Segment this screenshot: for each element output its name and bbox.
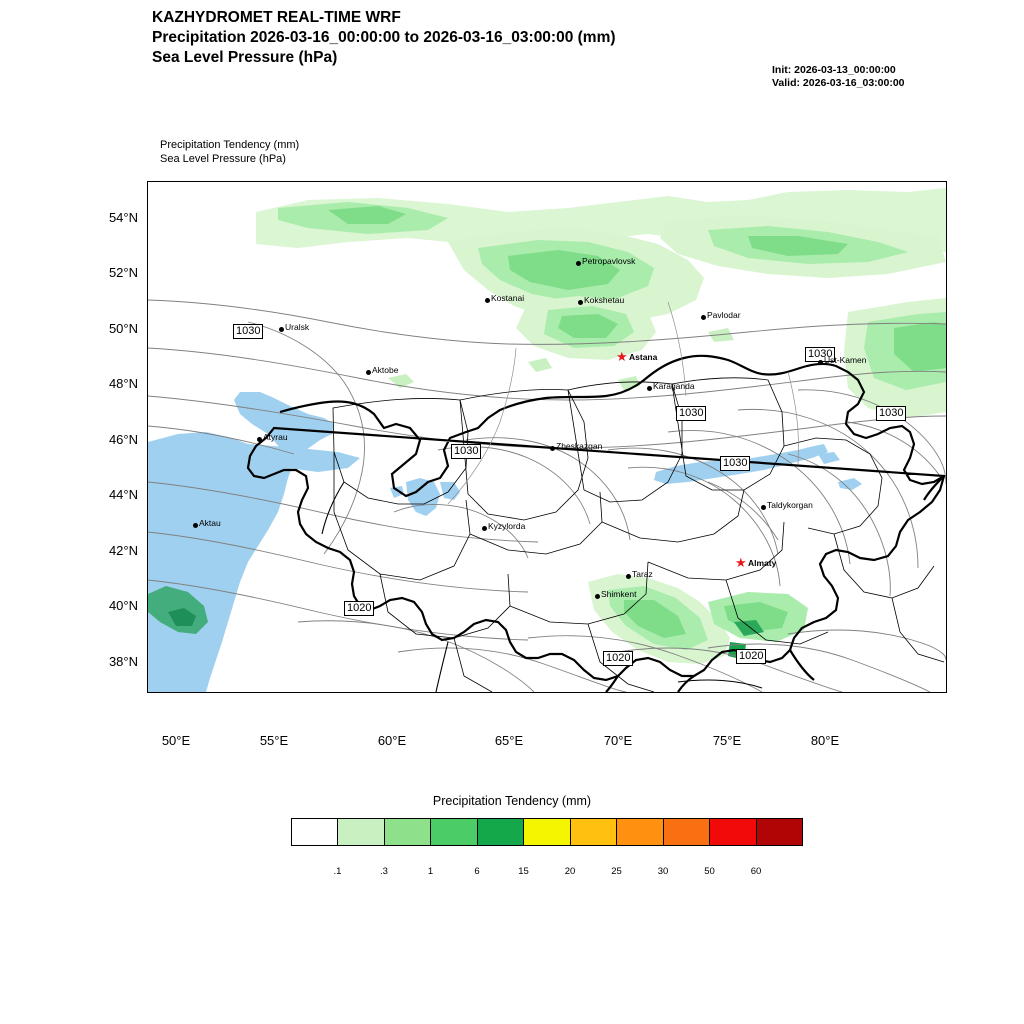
city-label-shimkent: Shimkent — [601, 589, 637, 599]
precip-speckle-3 — [618, 376, 640, 390]
city-dot-atyrau — [257, 437, 262, 442]
colorbar-tick-0: .1 — [333, 866, 342, 877]
city-dot-kyzylorda — [482, 526, 487, 531]
isobar-label: 1030 — [805, 347, 835, 362]
colorbar-swatch-10 — [757, 819, 802, 845]
aral-sea-west — [406, 478, 440, 516]
colorbar-swatch-0 — [292, 819, 338, 845]
map-panel — [147, 181, 947, 693]
isobar-label: 1030 — [233, 324, 263, 339]
isobar-label: 1020 — [603, 651, 633, 666]
city-label-atyrau: Atyrau — [263, 432, 288, 442]
city-label-taraz: Taraz — [632, 569, 653, 579]
subtitle-precip: Precipitation 2026-03-16_00:00:00 to 2026-03-16_03:00:00 (mm) — [152, 29, 616, 46]
colorbar-tick-7: 30 — [657, 866, 669, 877]
isobar-label: 1030 — [876, 406, 906, 421]
y-tick-38N: 38°N — [108, 654, 138, 669]
isobar-label: 1020 — [736, 649, 766, 664]
city-dot-kokshetau — [578, 300, 583, 305]
isobar-label: 1030 — [720, 456, 750, 471]
city-dot-pavlodar — [701, 315, 706, 320]
colorbar-tick-9: 60 — [750, 866, 762, 877]
subtitle-slp: Sea Level Pressure (hPa) — [152, 49, 338, 66]
colorbar-swatch-1 — [338, 819, 384, 845]
capital-star-almaty: ★ — [735, 555, 747, 570]
colorbar-title: Precipitation Tendency (mm) — [432, 794, 592, 808]
caspian-sea — [148, 392, 334, 692]
y-tick-42N: 42°N — [108, 543, 138, 558]
y-tick-40N: 40°N — [108, 598, 138, 613]
isobar-label: 1030 — [451, 444, 481, 459]
lake-alakol — [838, 478, 862, 490]
city-label-uralsk: Uralsk — [285, 322, 310, 332]
city-dot-aktobe — [366, 370, 371, 375]
city-dot-kostanai — [485, 298, 490, 303]
sublabel-slp: Sea Level Pressure (hPa) — [160, 153, 286, 165]
y-tick-52N: 52°N — [108, 265, 138, 280]
y-tick-48N: 48°N — [108, 376, 138, 391]
colorbar-swatch-9 — [710, 819, 756, 845]
city-label-taldykorgan: Taldykorgan — [767, 500, 813, 510]
isobar-label: 1020 — [344, 601, 374, 616]
city-label-ust-kamen: Ust-Kamen — [824, 355, 867, 365]
colorbar-swatch-8 — [664, 819, 710, 845]
city-label-aktobe: Aktobe — [372, 365, 399, 375]
city-dot-karaganda — [647, 386, 652, 391]
page-title: KAZHYDROMET REAL-TIME WRF — [152, 9, 401, 26]
plot-sublabels — [160, 138, 299, 166]
city-dot-uralsk — [279, 327, 284, 332]
x-tick-80E: 80°E — [810, 733, 840, 748]
colorbar-swatch-3 — [431, 819, 477, 845]
colorbar-tick-6: 25 — [611, 866, 622, 877]
colorbar-swatch-4 — [478, 819, 524, 845]
isobar-label: 1030 — [676, 406, 706, 421]
colorbar-tick-2: 1 — [427, 866, 434, 877]
city-label-kokshetau: Kokshetau — [584, 295, 625, 305]
x-tick-60E: 60°E — [377, 733, 407, 748]
colorbar-tick-1: .3 — [380, 866, 388, 877]
colorbar-ticks — [291, 866, 803, 880]
city-label-petropavlovsk: Petropavlovsk — [582, 256, 636, 266]
x-tick-65E: 65°E — [494, 733, 524, 748]
city-label-aktau: Aktau — [199, 518, 221, 528]
city-label-pavlodar: Pavlodar — [707, 310, 741, 320]
city-label-zheskazgan: Zheskazgan — [556, 441, 603, 451]
city-dot-petropavlovsk — [576, 261, 581, 266]
city-label-astana: Astana — [629, 352, 658, 362]
x-tick-75E: 75°E — [712, 733, 742, 748]
x-tick-50E: 50°E — [161, 733, 191, 748]
colorbar-tick-5: 20 — [564, 866, 576, 877]
colorbar-swatch-7 — [617, 819, 663, 845]
lake-sasykkol — [818, 452, 840, 464]
colorbar-swatch-6 — [571, 819, 617, 845]
init-time: Init: 2026-03-13_00:00:00 — [772, 64, 896, 76]
colorbar-swatch-5 — [524, 819, 570, 845]
x-tick-55E: 55°E — [259, 733, 289, 748]
city-dot-taldykorgan — [761, 505, 766, 510]
colorbar-tick-8: 50 — [704, 866, 715, 877]
colorbar-swatch-2 — [385, 819, 431, 845]
x-tick-70E: 70°E — [603, 733, 633, 748]
colorbar-tick-3: 6 — [474, 866, 480, 877]
city-label-almaty: Almaty — [748, 558, 777, 568]
city-label-kyzylorda: Kyzylorda — [488, 521, 526, 531]
y-tick-44N: 44°N — [108, 487, 138, 502]
header — [152, 8, 912, 68]
city-label-karaganda: Karaganda — [653, 381, 695, 391]
city-label-kostanai: Kostanai — [491, 293, 525, 303]
colorbar — [291, 818, 803, 846]
y-tick-50N: 50°N — [108, 321, 138, 336]
city-dot-taraz — [626, 574, 631, 579]
city-dot-shimkent — [595, 594, 600, 599]
city-dot-aktau — [193, 523, 198, 528]
valid-time: Valid: 2026-03-16_03:00:00 — [772, 77, 905, 89]
aral-sea-east — [440, 482, 460, 500]
city-dot-zheskazgan — [550, 446, 555, 451]
precip-speckle-2 — [528, 358, 552, 372]
capital-star-astana: ★ — [616, 349, 628, 364]
init-valid-block — [772, 64, 905, 90]
colorbar-tick-4: 15 — [518, 866, 529, 877]
city-dot-ust-kamen — [818, 360, 823, 365]
sublabel-precip: Precipitation Tendency (mm) — [160, 139, 300, 151]
y-tick-54N: 54°N — [108, 210, 138, 225]
y-tick-46N: 46°N — [108, 432, 138, 447]
